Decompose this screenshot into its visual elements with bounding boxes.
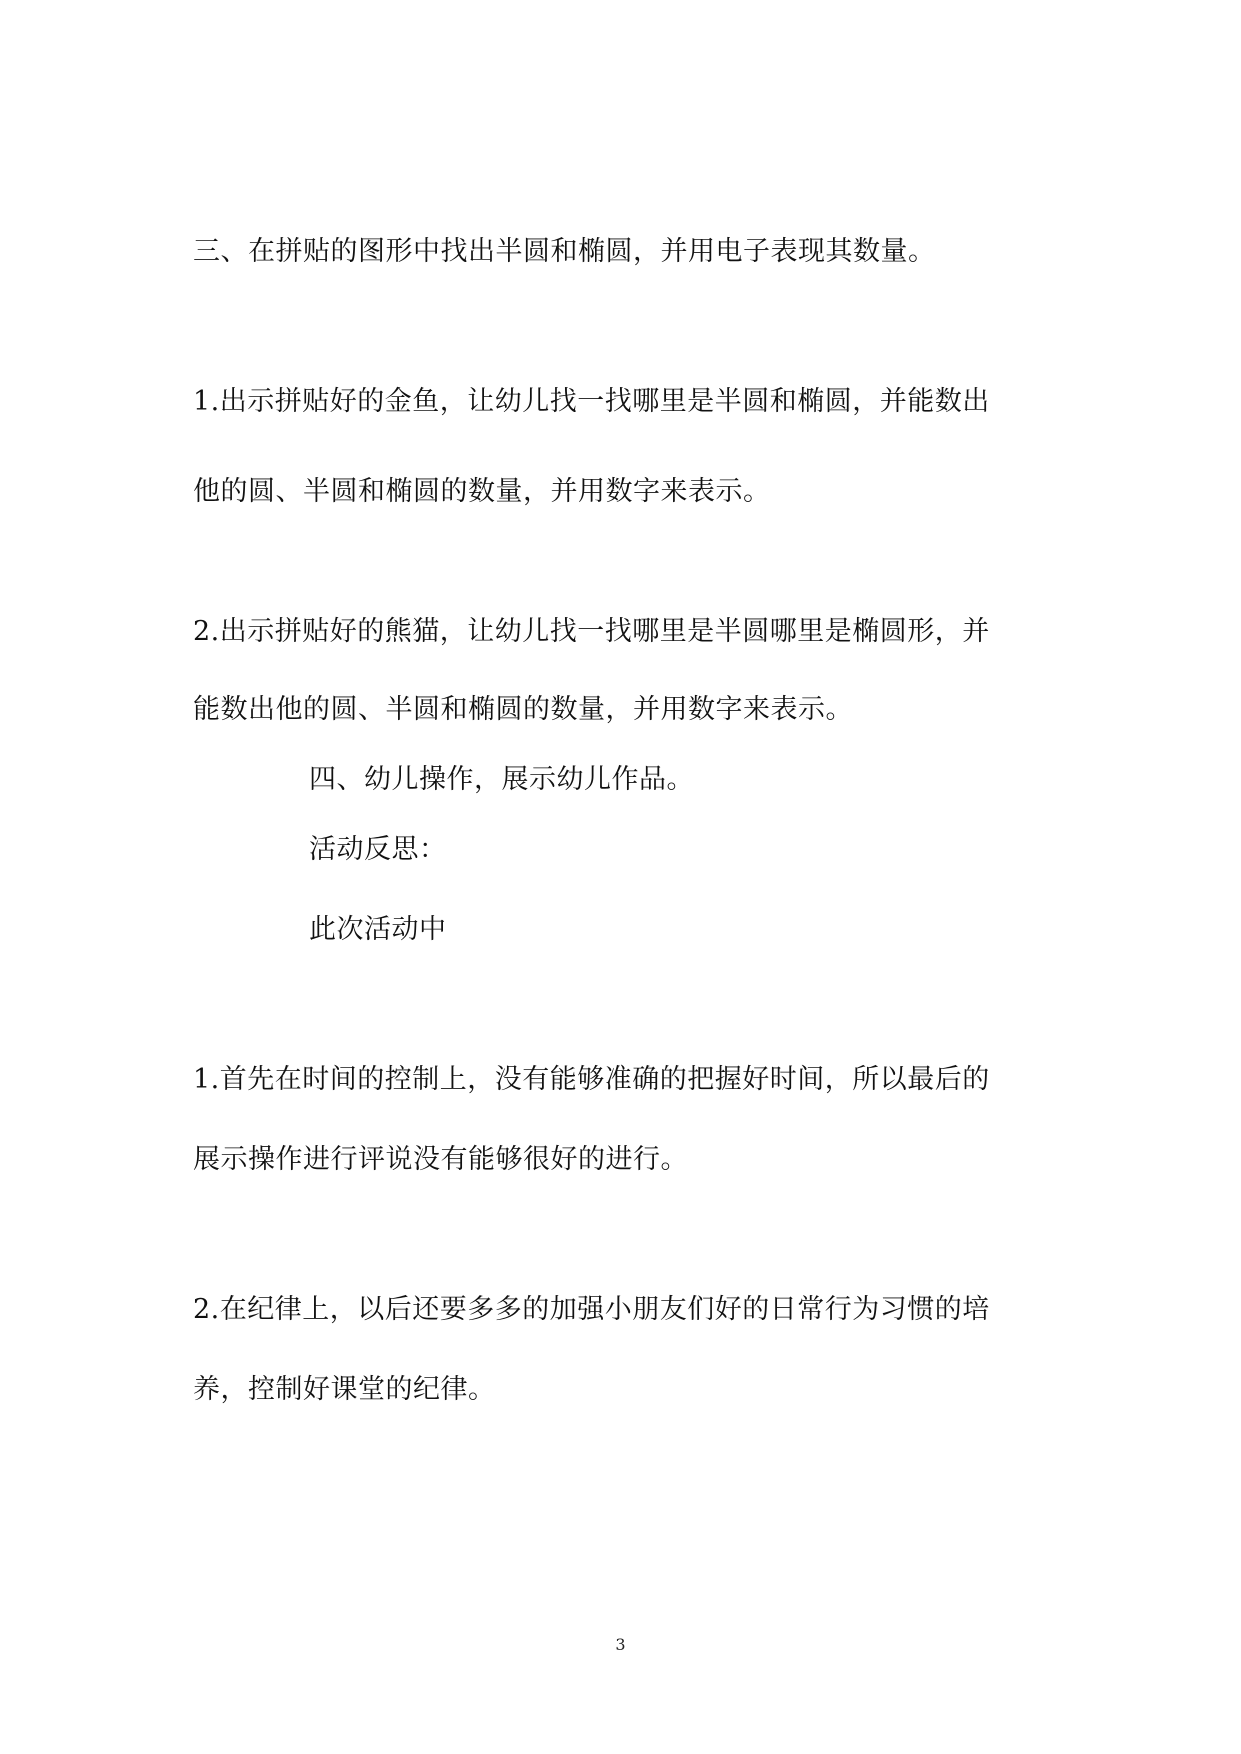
paragraph-line: 养，控制好课堂的纪律。 [193, 1374, 496, 1405]
paragraph-line: 2.出示拼贴好的熊猫，让幼儿找一找哪里是半圆哪里是椭圆形，并 [193, 616, 990, 647]
reflection-intro: 此次活动中 [309, 914, 447, 945]
paragraph-line: 能数出他的圆、半圆和椭圆的数量，并用数字来表示。 [193, 694, 853, 725]
paragraph-line: 1.首先在时间的控制上，没有能够准确的把握好时间，所以最后的 [193, 1064, 990, 1095]
page-number: 3 [615, 1635, 626, 1654]
section-heading-four: 四、幼儿操作，展示幼儿作品。 [309, 764, 694, 795]
paragraph-line: 展示操作进行评说没有能够很好的进行。 [193, 1144, 688, 1175]
paragraph-line: 2.在纪律上，以后还要多多的加强小朋友们好的日常行为习惯的培 [193, 1294, 990, 1325]
paragraph-line: 1.出示拼贴好的金鱼，让幼儿找一找哪里是半圆和椭圆，并能数出 [193, 386, 990, 417]
reflection-heading: 活动反思： [309, 834, 447, 865]
paragraph-line: 他的圆、半圆和椭圆的数量，并用数字来表示。 [193, 476, 771, 507]
section-heading-three: 三、在拼贴的图形中找出半圆和椭圆，并用电子表现其数量。 [193, 236, 936, 267]
